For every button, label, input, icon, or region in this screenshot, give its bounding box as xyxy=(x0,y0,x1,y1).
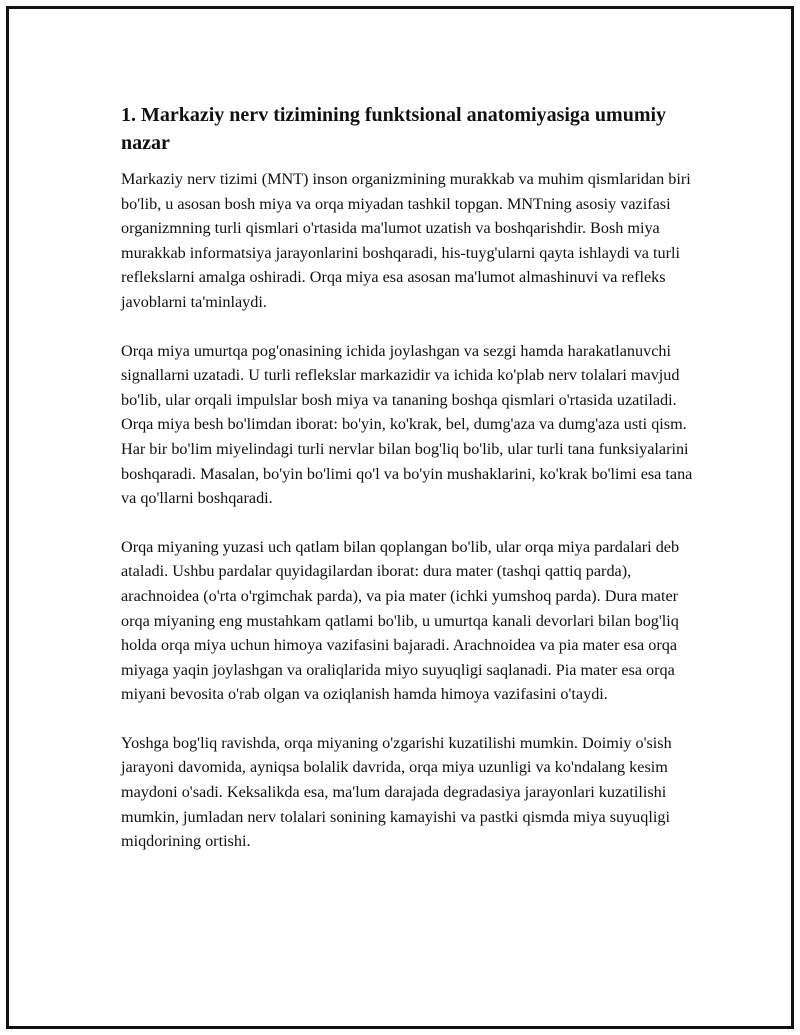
document-body xyxy=(121,101,701,878)
paragraph-1: Markaziy nerv tizimi (MNT) inson organizmining murakkab va muhim qismlaridan biri bo'lib, u asosan bosh miya va orqa miyadan tashkil topgan. MNTning asosiy vazifasi organizmning turli qismlari o'rtasida ma'lumot uzatish va boshqarishdir. Bosh miya murakkab informatsiya jarayonlarini boshqaradi, his-tuyg'ularni qayta ishlaydi va turli reflekslarni amalga oshiradi. Orqa miya esa asosan ma'lumot almashinuvi va refleks javoblarni ta'minlaydi. xyxy=(121,170,691,311)
paragraph-3: Orqa miyaning yuzasi uch qatlam bilan qoplangan bo'lib, ular orqa miya pardalari deb ataladi. Ushbu pardalar quyidagilardan iborat: dura mater (tashqi qattiq parda), arachnoidea (o'rta o'rgimchak parda), va pia mater (ichki yumshoq parda). Dura mater orqa miyaning eng mustahkam qatlami bo'lib, u umurtqa kanali devorlari bilan bog'liq holda orqa miya uchun himoya vazifasini bajaradi. Arachnoidea va pia mater esa orqa miyaga yaqin joylashgan va oraliqlarida miyo suyuqligi saqlanadi. Pia mater esa orqa miyani bevosita o'rab olgan va oziqlanish hamda himoya vazifasini o'taydi. xyxy=(121,537,680,704)
paragraph-2: Orqa miya umurtqa pog'onasining ichida joylashgan va sezgi hamda harakatlanuvchi signallarni uzatadi. U turli reflekslar markazidir va ichida ko'plab nerv tolalari mavjud bo'lib, ular orqali impulslar bosh miya va tananing boshqa qismlari o'rtasida uzatiladi. Orqa miya besh bo'limdan iborat: bo'yin, ko'krak, bel, dumg'aza va dumg'aza usti qism. Har bir bo'lim miyelindagi turli nervlar bilan bog'liq bo'lib, ular turli tana funksiyalarini boshqaradi. Masalan, bo'yin bo'limi qo'l va bo'yin mushaklarini, ko'krak bo'limi esa tana va qo'llarni boshqaradi. xyxy=(121,341,693,508)
paragraph-4: Yoshga bog'liq ravishda, orqa miyaning o'zgarishi kuzatilishi mumkin. Doimiy o'sish jarayoni davomida, ayniqsa bolalik davrida, orqa miya uzunligi va ko'ndalang kesim maydoni o'sadi. Keksalikda esa, ma'lum darajada degradasiya jarayonlari kuzatilishi mumkin, jumladan nerv tolalari sonining kamayishi va pastki qismda miya suyuqligi miqdorining ortishi. xyxy=(121,733,672,851)
document-title: 1. Markaziy nerv tizimining funktsional anatomiyasiga umumiy nazar xyxy=(121,104,667,154)
page-frame xyxy=(6,6,794,1029)
